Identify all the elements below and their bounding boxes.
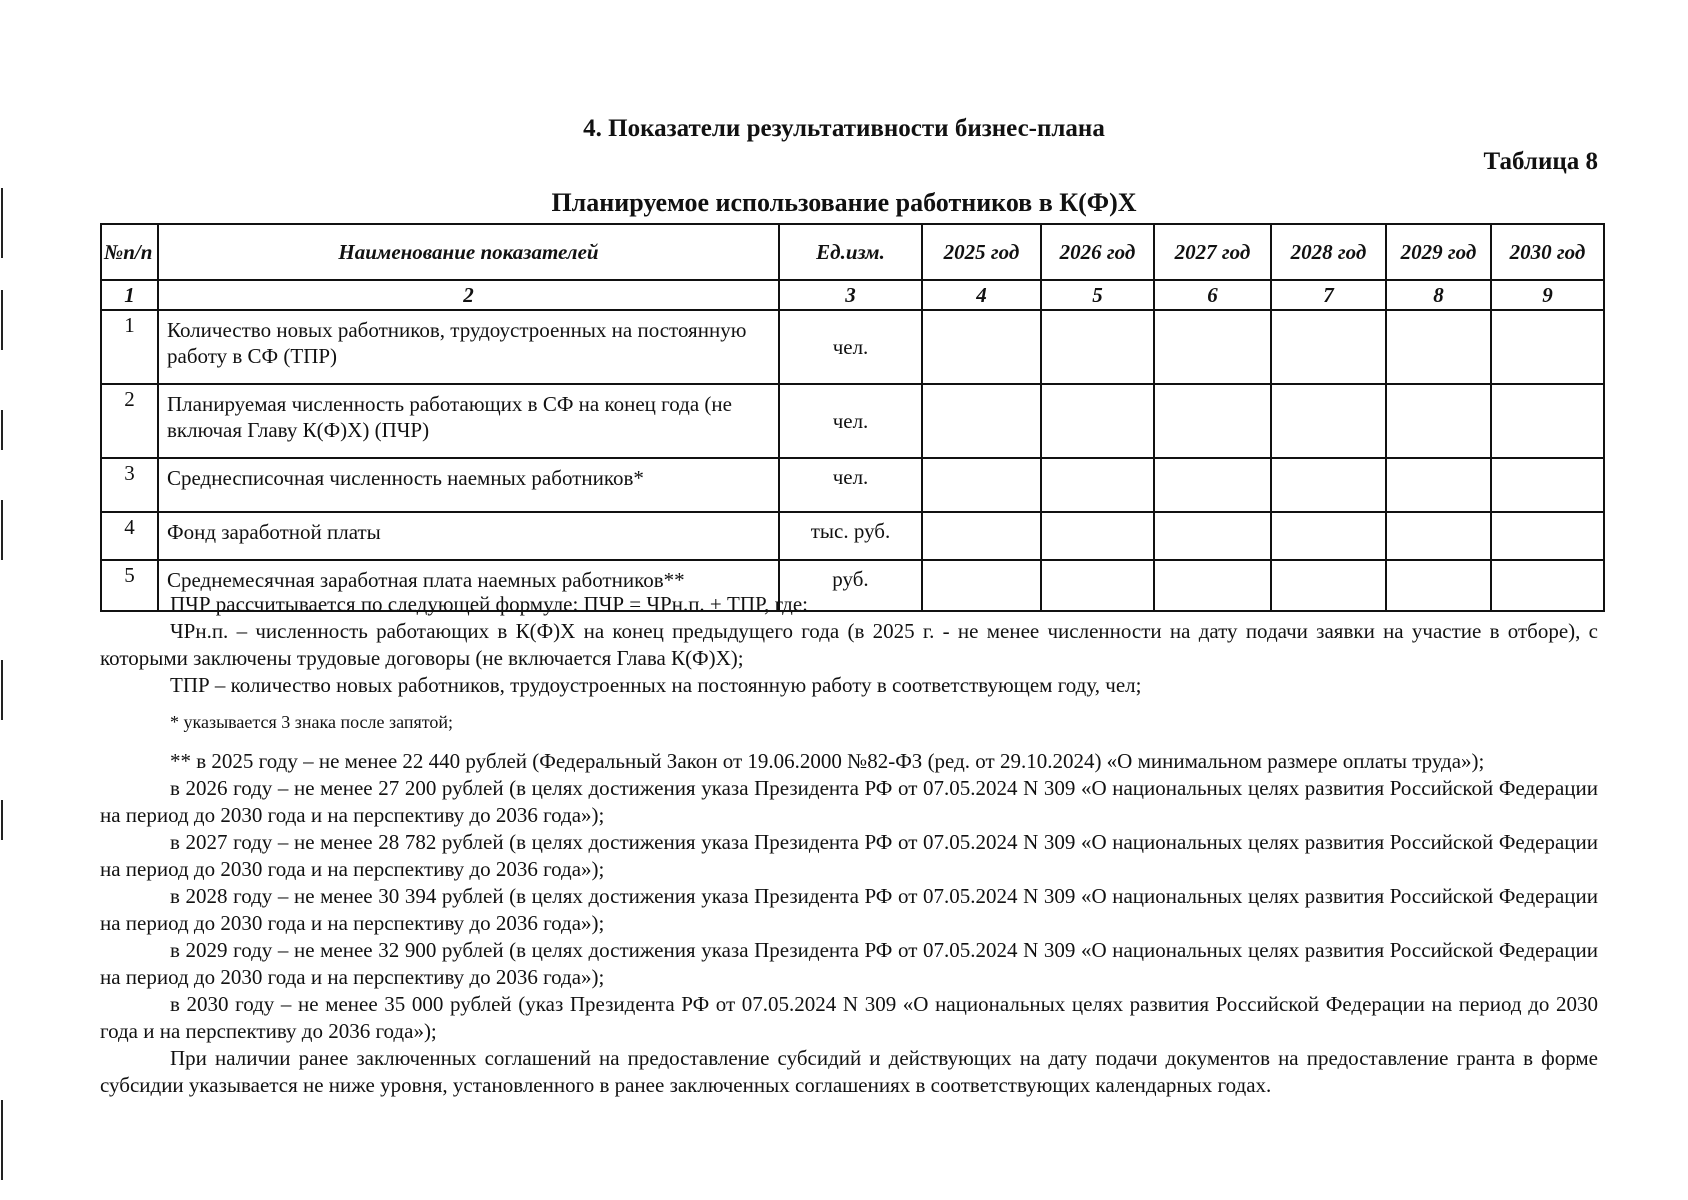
row-unit: руб.	[779, 560, 922, 611]
header-unit: Ед.изм.	[779, 224, 922, 280]
table-label: Таблица 8	[1483, 148, 1598, 175]
table-header-row	[101, 224, 1604, 280]
row-number: 1	[101, 310, 158, 384]
column-number: 1	[101, 280, 158, 310]
section-title: 4. Показатели результативности бизнес-плана	[583, 115, 1105, 142]
column-number: 5	[1041, 280, 1154, 310]
table-title: Планируемое использование работников в К(Ф)Х	[551, 188, 1137, 217]
table-row	[101, 310, 1604, 384]
value-cell-2027[interactable]	[1154, 310, 1271, 384]
column-number: 3	[779, 280, 922, 310]
wage-note-2029: в 2029 году – не менее 32 900 рублей (в целях достижения указа Президента РФ от 07.05.2024 N 309 «О национальных целях развития Российской Федерации на период до 2030 года и на перспективу до 2036 года»);	[100, 938, 1598, 989]
column-number: 4	[922, 280, 1041, 310]
value-cell-2025[interactable]	[922, 384, 1041, 458]
employees-table	[100, 223, 1605, 612]
value-cell-2030[interactable]	[1491, 458, 1604, 512]
column-number: 6	[1154, 280, 1271, 310]
table-notes	[100, 591, 1598, 1099]
table-row	[101, 458, 1604, 512]
row-number: 3	[101, 458, 158, 512]
row-number: 5	[101, 560, 158, 611]
scan-margin-line	[1, 660, 3, 720]
row-unit: чел.	[779, 310, 922, 384]
row-indicator-name: Планируемая численность работающих в СФ на конец года (не включая Главу К(Ф)Х) (ПЧР)	[158, 384, 779, 458]
header-year-2027: 2027 год	[1154, 224, 1271, 280]
header-year-2028: 2028 год	[1271, 224, 1386, 280]
value-cell-2030[interactable]	[1491, 384, 1604, 458]
value-cell-2029[interactable]	[1386, 384, 1491, 458]
value-cell-2025[interactable]	[922, 310, 1041, 384]
scan-margin-line	[1, 1100, 3, 1180]
value-cell-2026[interactable]	[1041, 512, 1154, 560]
value-cell-2026[interactable]	[1041, 384, 1154, 458]
header-year-2030: 2030 год	[1491, 224, 1604, 280]
row-unit: чел.	[779, 384, 922, 458]
row-indicator-name: Среднемесячная заработная плата наемных работников**	[158, 560, 779, 611]
column-number-row	[101, 280, 1604, 310]
formula-note: ПЧР рассчитывается по следующей формуле: ПЧР = ЧРн.п. + ТПР, где:	[170, 592, 808, 616]
header-year-2029: 2029 год	[1386, 224, 1491, 280]
column-number: 2	[158, 280, 779, 310]
wage-note-2030: в 2030 году – не менее 35 000 рублей (указ Президента РФ от 07.05.2024 N 309 «О национальных целях развития Российской Федерации на период до 2030 года и на перспективу до 2036 года»);	[100, 992, 1598, 1043]
table-row	[101, 512, 1604, 560]
column-number: 7	[1271, 280, 1386, 310]
header-number: №п/п	[101, 224, 158, 280]
value-cell-2026[interactable]	[1041, 310, 1154, 384]
header-indicator: Наименование показателей	[158, 224, 779, 280]
column-number: 8	[1386, 280, 1491, 310]
value-cell-2029[interactable]	[1386, 458, 1491, 512]
star-footnote: * указывается 3 знака после запятой;	[170, 712, 454, 732]
value-cell-2025[interactable]	[922, 512, 1041, 560]
agreements-note: При наличии ранее заключенных соглашений на предоставление субсидий и действующих на дату подачи документов на предоставление гранта в форме субсидии указывается не ниже уровня, установленного в ранее заключенных соглашениях в соответствующих календарных годах.	[100, 1046, 1598, 1097]
column-number: 9	[1491, 280, 1604, 310]
chr-definition: ЧРн.п. – численность работающих в К(Ф)Х на конец предыдущего года (в 2025 г. - не менее численности на дату подачи заявки на участие в отборе), с которыми заключены трудовые договоры (не включается Глава К(Ф)Х);	[100, 619, 1598, 670]
row-unit: чел.	[779, 458, 922, 512]
value-cell-2030[interactable]	[1491, 512, 1604, 560]
value-cell-2027[interactable]	[1154, 458, 1271, 512]
value-cell-2029[interactable]	[1386, 310, 1491, 384]
value-cell-2026[interactable]	[1041, 458, 1154, 512]
header-year-2026: 2026 год	[1041, 224, 1154, 280]
header-year-2025: 2025 год	[922, 224, 1041, 280]
wage-note-2025: ** в 2025 году – не менее 22 440 рублей (Федеральный Закон от 19.06.2000 №82-ФЗ (ред. от 29.10.2024) «О минимальном размере оплаты труда»);	[170, 749, 1485, 773]
value-cell-2027[interactable]	[1154, 384, 1271, 458]
row-number: 2	[101, 384, 158, 458]
scan-margin-line	[1, 500, 3, 560]
wage-note-2027: в 2027 году – не менее 28 782 рублей (в целях достижения указа Президента РФ от 07.05.2024 N 309 «О национальных целях развития Российской Федерации на период до 2030 года и на перспективу до 2036 года»);	[100, 830, 1598, 881]
scan-margin-line	[1, 290, 3, 350]
row-indicator-name: Среднесписочная численность наемных работников*	[158, 458, 779, 512]
wage-note-2028: в 2028 году – не менее 30 394 рублей (в целях достижения указа Президента РФ от 07.05.2024 N 309 «О национальных целях развития Российской Федерации на период до 2030 года и на перспективу до 2036 года»);	[100, 884, 1598, 935]
value-cell-2028[interactable]	[1271, 384, 1386, 458]
value-cell-2028[interactable]	[1271, 310, 1386, 384]
row-number: 4	[101, 512, 158, 560]
tpr-definition: ТПР – количество новых работников, трудоустроенных на постоянную работу в соответствующем году, чел;	[170, 673, 1142, 697]
value-cell-2028[interactable]	[1271, 512, 1386, 560]
value-cell-2027[interactable]	[1154, 512, 1271, 560]
row-indicator-name: Количество новых работников, трудоустроенных на постоянную работу в СФ (ТПР)	[158, 310, 779, 384]
row-unit: тыс. руб.	[779, 512, 922, 560]
wage-note-2026: в 2026 году – не менее 27 200 рублей (в целях достижения указа Президента РФ от 07.05.2024 N 309 «О национальных целях развития Российской Федерации на период до 2030 года и на перспективу до 2036 года»);	[100, 776, 1598, 827]
row-indicator-name: Фонд заработной платы	[158, 512, 779, 560]
value-cell-2030[interactable]	[1491, 310, 1604, 384]
table-row	[101, 384, 1604, 458]
scan-margin-line	[1, 410, 3, 450]
value-cell-2029[interactable]	[1386, 512, 1491, 560]
scan-margin-line	[1, 800, 3, 840]
value-cell-2028[interactable]	[1271, 458, 1386, 512]
value-cell-2025[interactable]	[922, 458, 1041, 512]
